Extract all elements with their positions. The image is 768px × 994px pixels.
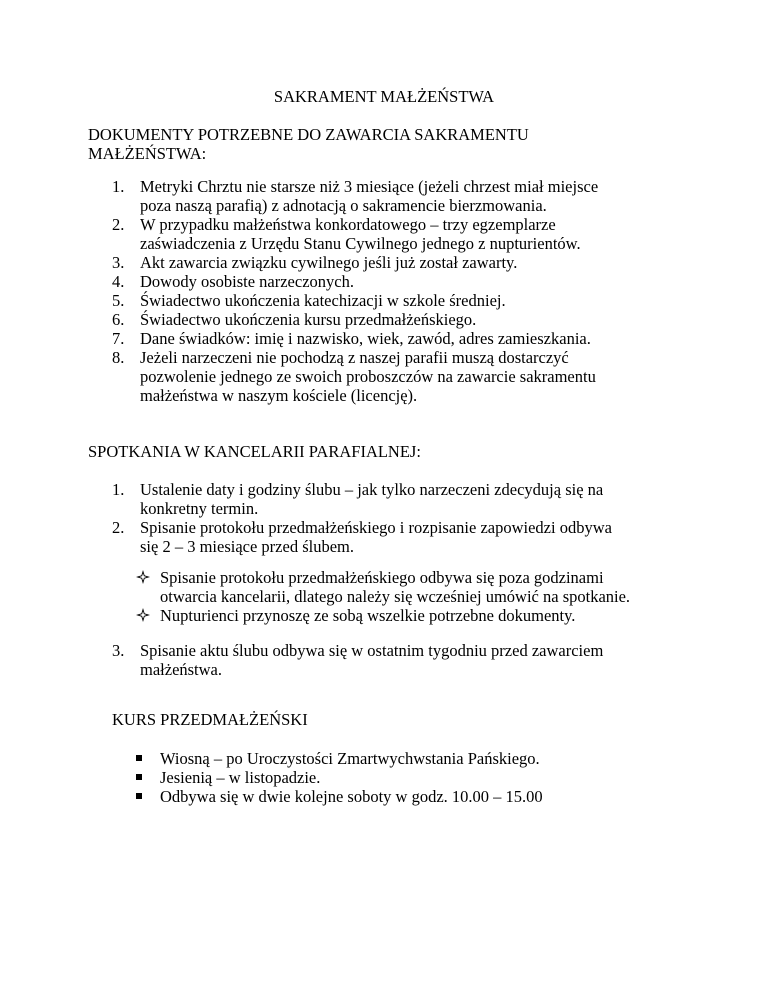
item-text-line: Metryki Chrztu nie starsze niż 3 miesiące (jeżeli chrzest miał miejsce (140, 177, 599, 196)
documents-heading-line1: DOKUMENTY POTRZEBNE DO ZAWARCIA SAKRAMENTU (88, 125, 529, 144)
note-item (136, 568, 696, 606)
item-number: 5. (112, 291, 125, 310)
list-item (112, 480, 672, 518)
note-text-line: Spisanie protokołu przedmałżeńskiego odbywa się poza godzinami (160, 568, 604, 587)
item-number: 2. (112, 518, 125, 537)
course-list (136, 749, 696, 806)
item-number: 8. (112, 348, 125, 367)
item-text-line: Jesienią – w listopadzie. (160, 768, 321, 787)
document-title: SAKRAMENT MAŁŻEŃSTWA (273, 87, 495, 106)
item-text-line: Dane świadków: imię i nazwisko, wiek, zawód, adres zamieszkania. (140, 329, 591, 348)
diamond-bullet-icon (136, 608, 150, 622)
meetings-notes (136, 568, 696, 625)
list-item (112, 518, 672, 556)
item-number: 4. (112, 272, 125, 291)
item-text-line: Jeżeli narzeczeni nie pochodzą z naszej parafii muszą dostarczyć (140, 348, 569, 367)
meetings-list-continued (112, 641, 672, 679)
documents-heading-line2: MAŁŻEŃSTWA: (88, 144, 207, 163)
documents-heading (88, 125, 688, 163)
list-item (112, 272, 672, 291)
item-number: 1. (112, 177, 125, 196)
item-text-line: zaświadczenia z Urzędu Stanu Cywilnego jednego z nupturientów. (140, 234, 581, 253)
item-text-line: Świadectwo ukończenia katechizacji w szkole średniej. (140, 291, 506, 310)
item-number: 7. (112, 329, 125, 348)
item-text-line: się 2 – 3 miesiące przed ślubem. (140, 537, 354, 556)
note-text-line: Nupturienci przynoszę ze sobą wszelkie potrzebne dokumenty. (160, 606, 576, 625)
list-item (112, 253, 672, 272)
item-number: 3. (112, 641, 125, 660)
list-item (136, 749, 696, 768)
list-item (112, 348, 672, 405)
item-number: 2. (112, 215, 125, 234)
meetings-heading: SPOTKANIA W KANCELARII PARAFIALNEJ: (88, 442, 421, 461)
list-item (112, 291, 672, 310)
course-heading: KURS PRZEDMAŁŻEŃSKI (112, 710, 308, 729)
list-item (136, 768, 696, 787)
item-text-line: Odbywa się w dwie kolejne soboty w godz. 10.00 – 15.00 (160, 787, 543, 806)
list-item (112, 215, 672, 253)
list-item (136, 787, 696, 806)
square-bullet-icon (136, 755, 142, 761)
item-text-line: małżeństwa w naszym kościele (licencję). (140, 386, 418, 405)
item-text-line: poza naszą parafią) z adnotacją o sakramencie bierzmowania. (140, 196, 547, 215)
item-text-line: Akt zawarcia związku cywilnego jeśli już został zawarty. (140, 253, 518, 272)
square-bullet-icon (136, 774, 142, 780)
item-text-line: Spisanie protokołu przedmałżeńskiego i rozpisanie zapowiedzi odbywa (140, 518, 612, 537)
list-item (112, 177, 672, 215)
item-text-line: Dowody osobiste narzeczonych. (140, 272, 354, 291)
documents-list (112, 177, 672, 405)
item-text-line: W przypadku małżeństwa konkordatowego – trzy egzemplarze (140, 215, 556, 234)
item-text-line: Świadectwo ukończenia kursu przedmałżeńskiego. (140, 310, 477, 329)
note-item (136, 606, 696, 625)
meetings-list (112, 480, 672, 556)
item-text-line: Spisanie aktu ślubu odbywa się w ostatnim tygodniu przed zawarciem (140, 641, 604, 660)
item-number: 6. (112, 310, 125, 329)
item-text-line: pozwolenie jednego ze swoich proboszczów na zawarcie sakramentu (140, 367, 596, 386)
item-text-line: Ustalenie daty i godziny ślubu – jak tylko narzeczeni zdecydują się na (140, 480, 604, 499)
item-text-line: małżeństwa. (140, 660, 223, 679)
list-item (112, 641, 672, 679)
item-number: 1. (112, 480, 125, 499)
diamond-bullet-icon (136, 570, 150, 584)
note-text-line: otwarcia kancelarii, dlatego należy się wcześniej umówić na spotkanie. (160, 587, 631, 606)
item-number: 3. (112, 253, 125, 272)
item-text-line: konkretny termin. (140, 499, 259, 518)
item-text-line: Wiosną – po Uroczystości Zmartwychwstania Pańskiego. (160, 749, 540, 768)
square-bullet-icon (136, 793, 142, 799)
list-item (112, 310, 672, 329)
list-item (112, 329, 672, 348)
